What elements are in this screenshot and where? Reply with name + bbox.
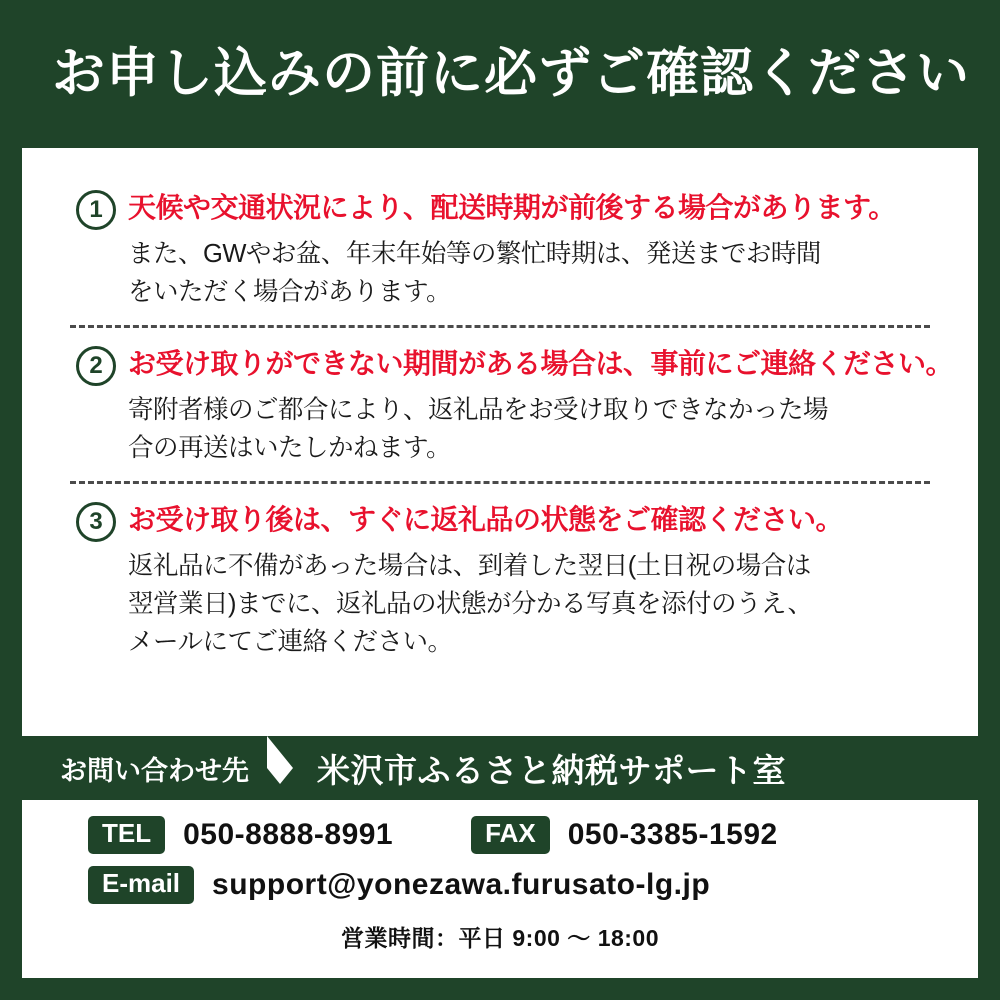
note-body-line: 寄附者様のご都合により、返礼品をお受け取りできなかった場 [128, 395, 829, 424]
page-title: お申し込みの前に必ずご確認ください [52, 43, 970, 103]
business-hours: 営業時間：平日 9:00 〜 18:00 [340, 924, 660, 951]
note-item [66, 344, 954, 467]
fax-label: FAX [471, 816, 550, 854]
note-body-line: 翌営業日)までに、返礼品の状態が分かる写真を添付のうえ、 [128, 590, 813, 619]
fax-group [471, 816, 778, 854]
email-label: E-mail [88, 866, 194, 904]
note-body-line: メールにてご連絡ください。 [128, 628, 453, 657]
email-row [22, 866, 978, 904]
note-divider [70, 325, 930, 328]
note-heading: お受け取りができない期間がある場合は、事前にご連絡ください。 [128, 348, 954, 380]
page-header [0, 0, 1000, 148]
notes-panel [22, 148, 978, 736]
contact-details [22, 800, 978, 978]
note-body [128, 547, 934, 662]
note-divider [70, 481, 930, 484]
note-body-line: 返礼品に不備があった場合は、到着した翌日(土日祝の場合は [128, 551, 811, 580]
contact-band-label: お問い合わせ先 [60, 755, 249, 786]
note-item [66, 188, 934, 311]
note-number-badge: 3 [76, 502, 116, 542]
notes-list [22, 148, 978, 662]
note-body-line: 合の再送はいたしかねます。 [128, 433, 451, 462]
note-body-line: をいただく場合があります。 [128, 277, 451, 306]
note-item [66, 500, 934, 661]
note-heading: 天候や交通状況により、配送時期が前後する場合があります。 [128, 192, 896, 223]
note-body-line: また、GWやお盆、年末年始等の繁忙時期は、発送までお時間 [128, 239, 821, 268]
note-body [128, 391, 934, 468]
arrow-right-icon [267, 736, 293, 800]
contact-organization: 米沢市ふるさと納税サポート室 [317, 751, 786, 789]
note-body [128, 235, 934, 312]
email-value: support@yonezawa.furusato-lg.jp [212, 867, 711, 901]
note-number-badge: 2 [76, 346, 116, 386]
note-heading: お受け取り後は、すぐに返礼品の状態をご確認ください。 [128, 504, 844, 536]
phone-row [22, 816, 978, 854]
tel-label: TEL [88, 816, 165, 854]
tel-value: 050-8888-8991 [183, 817, 394, 851]
contact-band [22, 736, 978, 800]
note-number-badge: 1 [76, 190, 116, 230]
fax-value: 050-3385-1592 [567, 817, 778, 851]
